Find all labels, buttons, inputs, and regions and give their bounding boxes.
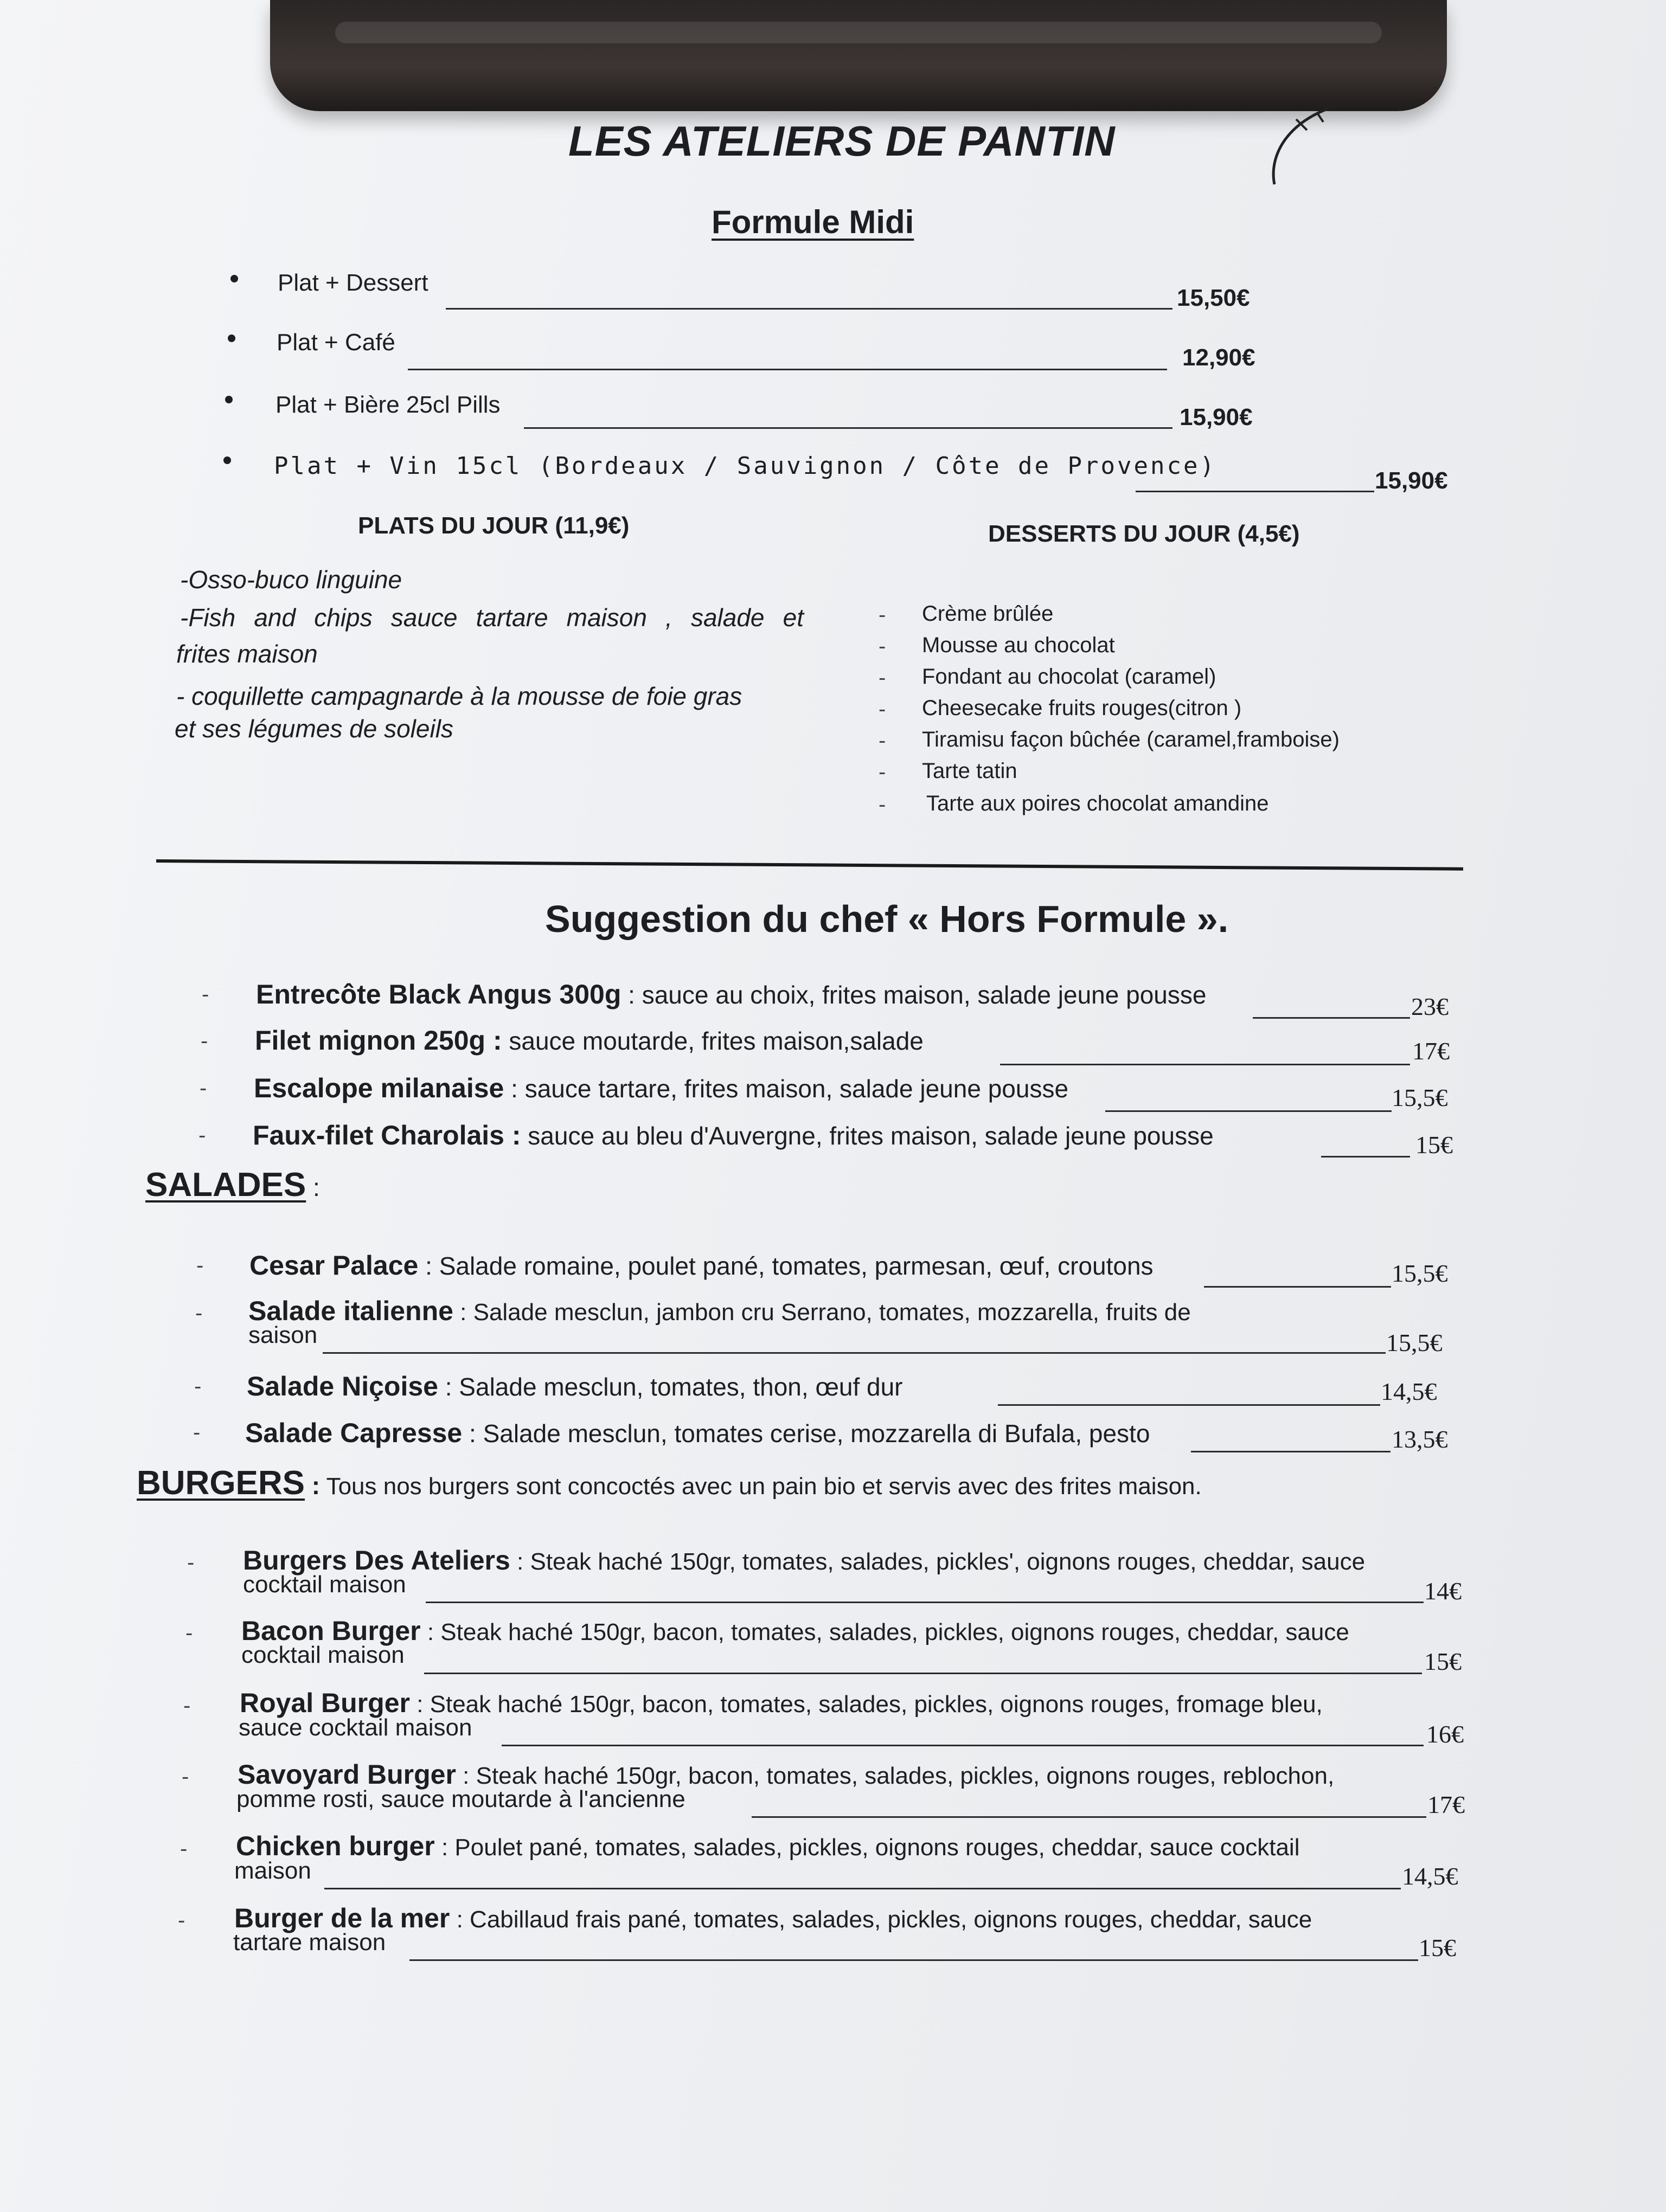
item-desc: : Salade mesclun, jambon cru Serrano, tomates, mozzarella, fruits de bbox=[453, 1299, 1191, 1326]
restaurant-title: LES ATELIERS DE PANTIN bbox=[568, 117, 1116, 165]
dash-icon: - bbox=[879, 697, 886, 721]
item-price: 23€ bbox=[1411, 993, 1449, 1020]
dessert-item: Mousse au chocolat bbox=[922, 633, 1115, 657]
dash-icon: - bbox=[202, 982, 209, 1006]
clipboard-clip bbox=[270, 0, 1447, 111]
dash-icon: - bbox=[201, 1029, 208, 1053]
formule-price: 15,50€ bbox=[1177, 285, 1250, 311]
item-desc: : Steak haché 150gr, bacon, tomates, salades, pickles, oignons rouges, reblochon, bbox=[456, 1763, 1335, 1789]
item-name: Salade italienne bbox=[248, 1296, 453, 1326]
item-price: 15€ bbox=[1424, 1648, 1462, 1675]
item-price: 15€ bbox=[1419, 1934, 1456, 1962]
item-desc-cont: pomme rosti, sauce moutarde à l'ancienne bbox=[236, 1786, 685, 1812]
item-text bbox=[253, 1120, 1214, 1151]
leader-line bbox=[1000, 1064, 1410, 1065]
plat-line: -Fish and chips sauce tartare maison , salade et bbox=[180, 603, 804, 632]
salades-colon: : bbox=[306, 1173, 320, 1201]
item-desc: sauce au bleu d'Auvergne, frites maison, salade jeune pousse bbox=[521, 1122, 1214, 1150]
leader-line bbox=[524, 427, 1172, 429]
leader-line bbox=[409, 1959, 1418, 1961]
item-name: Salade Niçoise bbox=[247, 1371, 438, 1401]
item-text bbox=[254, 1072, 1068, 1104]
item-desc: sauce moutarde, frites maison,salade bbox=[502, 1027, 924, 1055]
item-price: 17€ bbox=[1427, 1791, 1465, 1818]
item-name: Salade Capresse bbox=[245, 1418, 463, 1448]
pen-mark-icon bbox=[1264, 103, 1340, 190]
bullet-icon bbox=[230, 275, 238, 282]
leader-line bbox=[1253, 1017, 1410, 1019]
item-desc-cont: saison bbox=[248, 1322, 318, 1348]
dessert-item: Tarte tatin bbox=[922, 759, 1017, 783]
item-text bbox=[249, 1250, 1154, 1281]
dash-icon: - bbox=[879, 666, 886, 690]
item-text bbox=[238, 1759, 1335, 1790]
formule-label: Plat + Vin 15cl (Bordeaux / Sauvignon / Côte de Provence) bbox=[274, 452, 1216, 480]
item-desc-cont: cocktail maison bbox=[241, 1642, 405, 1668]
item-name: Royal Burger bbox=[240, 1688, 410, 1718]
item-price: 15,5€ bbox=[1386, 1329, 1443, 1356]
item-text bbox=[240, 1690, 1323, 1717]
dessert-item: Cheesecake fruits rouges(citron ) bbox=[922, 696, 1242, 720]
item-text bbox=[255, 1025, 924, 1056]
formule-midi-heading: Formule Midi bbox=[712, 204, 914, 240]
dash-icon: - bbox=[195, 1301, 203, 1325]
dash-icon: - bbox=[187, 1551, 195, 1574]
leader-line bbox=[1204, 1286, 1391, 1288]
item-desc: : Salade mesclun, tomates, thon, œuf dur bbox=[438, 1373, 903, 1401]
item-desc: : Salade mesclun, tomates cerise, mozzarella di Bufala, pesto bbox=[462, 1419, 1150, 1448]
item-price: 15,5€ bbox=[1392, 1259, 1448, 1287]
burgers-intro: Tous nos burgers sont concoctés avec un pain bio et servis avec des frites maison. bbox=[320, 1473, 1202, 1500]
item-text bbox=[247, 1371, 903, 1402]
item-desc-cont: sauce cocktail maison bbox=[239, 1714, 472, 1741]
formule-price: 12,90€ bbox=[1182, 344, 1255, 371]
leader-line bbox=[1136, 491, 1374, 492]
dash-icon: - bbox=[200, 1076, 207, 1100]
dash-icon: - bbox=[193, 1420, 201, 1444]
dessert-item: Crème brûlée bbox=[922, 602, 1054, 626]
leader-line bbox=[323, 1352, 1386, 1354]
leader-line bbox=[324, 1888, 1401, 1889]
dessert-item: Fondant au chocolat (caramel) bbox=[922, 665, 1216, 689]
leader-line bbox=[446, 308, 1172, 310]
leader-line bbox=[1105, 1110, 1392, 1112]
plat-line: frites maison bbox=[176, 640, 318, 668]
leader-line bbox=[426, 1602, 1424, 1603]
dash-icon: - bbox=[194, 1374, 202, 1398]
leader-line bbox=[998, 1404, 1380, 1406]
item-desc-cont: maison bbox=[234, 1857, 311, 1884]
dash-icon: - bbox=[183, 1694, 191, 1718]
dash-icon: - bbox=[879, 603, 886, 627]
item-price: 16€ bbox=[1426, 1720, 1464, 1748]
formule-label: Plat + Dessert bbox=[278, 269, 428, 296]
dash-icon: - bbox=[879, 760, 886, 784]
leader-line bbox=[1191, 1451, 1391, 1452]
item-text bbox=[234, 1903, 1312, 1933]
leader-line bbox=[408, 369, 1167, 370]
item-name: Filet mignon 250g : bbox=[255, 1025, 502, 1056]
item-name: Bacon Burger bbox=[241, 1616, 421, 1646]
plat-line: -Osso-buco linguine bbox=[180, 565, 402, 594]
item-price: 15,5€ bbox=[1392, 1084, 1448, 1111]
item-name: Burger de la mer bbox=[234, 1903, 450, 1933]
burgers-colon: : bbox=[305, 1471, 321, 1500]
item-name: Savoyard Burger bbox=[238, 1759, 456, 1790]
item-desc: : Steak haché 150gr, bacon, tomates, salades, pickles, oignons rouges, fromage bleu, bbox=[409, 1691, 1323, 1718]
item-text bbox=[236, 1831, 1300, 1861]
leader-line bbox=[424, 1673, 1422, 1674]
dash-icon: - bbox=[879, 729, 886, 753]
item-desc: : Poulet pané, tomates, salades, pickles, oignons rouges, cheddar, sauce cocktail bbox=[434, 1834, 1300, 1861]
item-name: Burgers Des Ateliers bbox=[243, 1545, 510, 1576]
plat-line: - coquillette campagnarde à la mousse de foie gras bbox=[176, 682, 742, 710]
item-price: 15€ bbox=[1415, 1131, 1453, 1159]
item-price: 14,5€ bbox=[1402, 1862, 1458, 1890]
dessert-item: Tiramisu façon bûchée (caramel,framboise) bbox=[922, 728, 1340, 751]
plat-line: et ses légumes de soleils bbox=[175, 715, 453, 743]
formule-price: 15,90€ bbox=[1375, 467, 1448, 494]
dash-icon: - bbox=[178, 1908, 185, 1932]
item-desc-cont: cocktail maison bbox=[243, 1571, 406, 1598]
item-price: 14,5€ bbox=[1381, 1378, 1437, 1405]
item-desc: : sauce au choix, frites maison, salade jeune pousse bbox=[621, 981, 1207, 1009]
item-text bbox=[245, 1417, 1150, 1449]
item-name: Escalope milanaise bbox=[254, 1073, 504, 1103]
item-text bbox=[241, 1618, 1349, 1645]
plats-du-jour-heading: PLATS DU JOUR (11,9€) bbox=[358, 512, 630, 539]
item-price: 14€ bbox=[1424, 1577, 1462, 1605]
desserts-du-jour-heading: DESSERTS DU JOUR (4,5€) bbox=[988, 520, 1300, 547]
item-price: 13,5€ bbox=[1392, 1425, 1448, 1453]
item-name: Chicken burger bbox=[236, 1831, 435, 1861]
item-desc: : sauce tartare, frites maison, salade jeune pousse bbox=[504, 1075, 1069, 1103]
bullet-icon bbox=[223, 456, 231, 464]
leader-line bbox=[502, 1745, 1424, 1746]
burgers-title: BURGERS bbox=[137, 1464, 305, 1502]
item-name: Entrecôte Black Angus 300g bbox=[256, 979, 621, 1009]
item-text bbox=[243, 1545, 1366, 1576]
formule-label: Plat + Bière 25cl Pills bbox=[275, 391, 501, 418]
item-desc: : Cabillaud frais pané, tomates, salades, pickles, oignons rouges, cheddar, sauce bbox=[450, 1906, 1312, 1933]
item-name: Faux-filet Charolais : bbox=[253, 1120, 521, 1150]
dash-icon: - bbox=[180, 1837, 188, 1861]
formule-label: Plat + Café bbox=[277, 329, 395, 356]
item-text bbox=[256, 979, 1206, 1010]
suggestion-heading: Suggestion du chef « Hors Formule ». bbox=[545, 898, 1229, 940]
dash-icon: - bbox=[182, 1765, 189, 1789]
item-desc: : Steak haché 150gr, bacon, tomates, salades, pickles, oignons rouges, cheddar, sauce bbox=[420, 1619, 1349, 1645]
formule-price: 15,90€ bbox=[1180, 404, 1253, 430]
bullet-icon bbox=[228, 335, 235, 342]
dash-icon: - bbox=[196, 1253, 204, 1277]
bullet-icon bbox=[225, 396, 233, 403]
item-desc: : Salade romaine, poulet pané, tomates, parmesan, œuf, croutons bbox=[418, 1252, 1154, 1280]
dash-icon: - bbox=[198, 1123, 206, 1147]
leader-line bbox=[752, 1816, 1426, 1818]
dash-icon: - bbox=[879, 793, 886, 816]
salades-title: SALADES bbox=[145, 1166, 306, 1204]
item-text bbox=[248, 1298, 1191, 1325]
section-divider bbox=[156, 859, 1463, 871]
item-price: 17€ bbox=[1412, 1037, 1450, 1065]
item-desc: : Steak haché 150gr, tomates, salades, pickles', oignons rouges, cheddar, sauce bbox=[510, 1548, 1366, 1575]
dash-icon: - bbox=[185, 1621, 193, 1645]
leader-line bbox=[1321, 1156, 1410, 1158]
item-name: Cesar Palace bbox=[249, 1250, 419, 1281]
item-desc-cont: tartare maison bbox=[233, 1929, 386, 1956]
burgers-heading bbox=[137, 1464, 1202, 1502]
dash-icon: - bbox=[879, 634, 886, 658]
salades-heading bbox=[145, 1166, 320, 1204]
dessert-item: Tarte aux poires chocolat amandine bbox=[926, 792, 1269, 815]
